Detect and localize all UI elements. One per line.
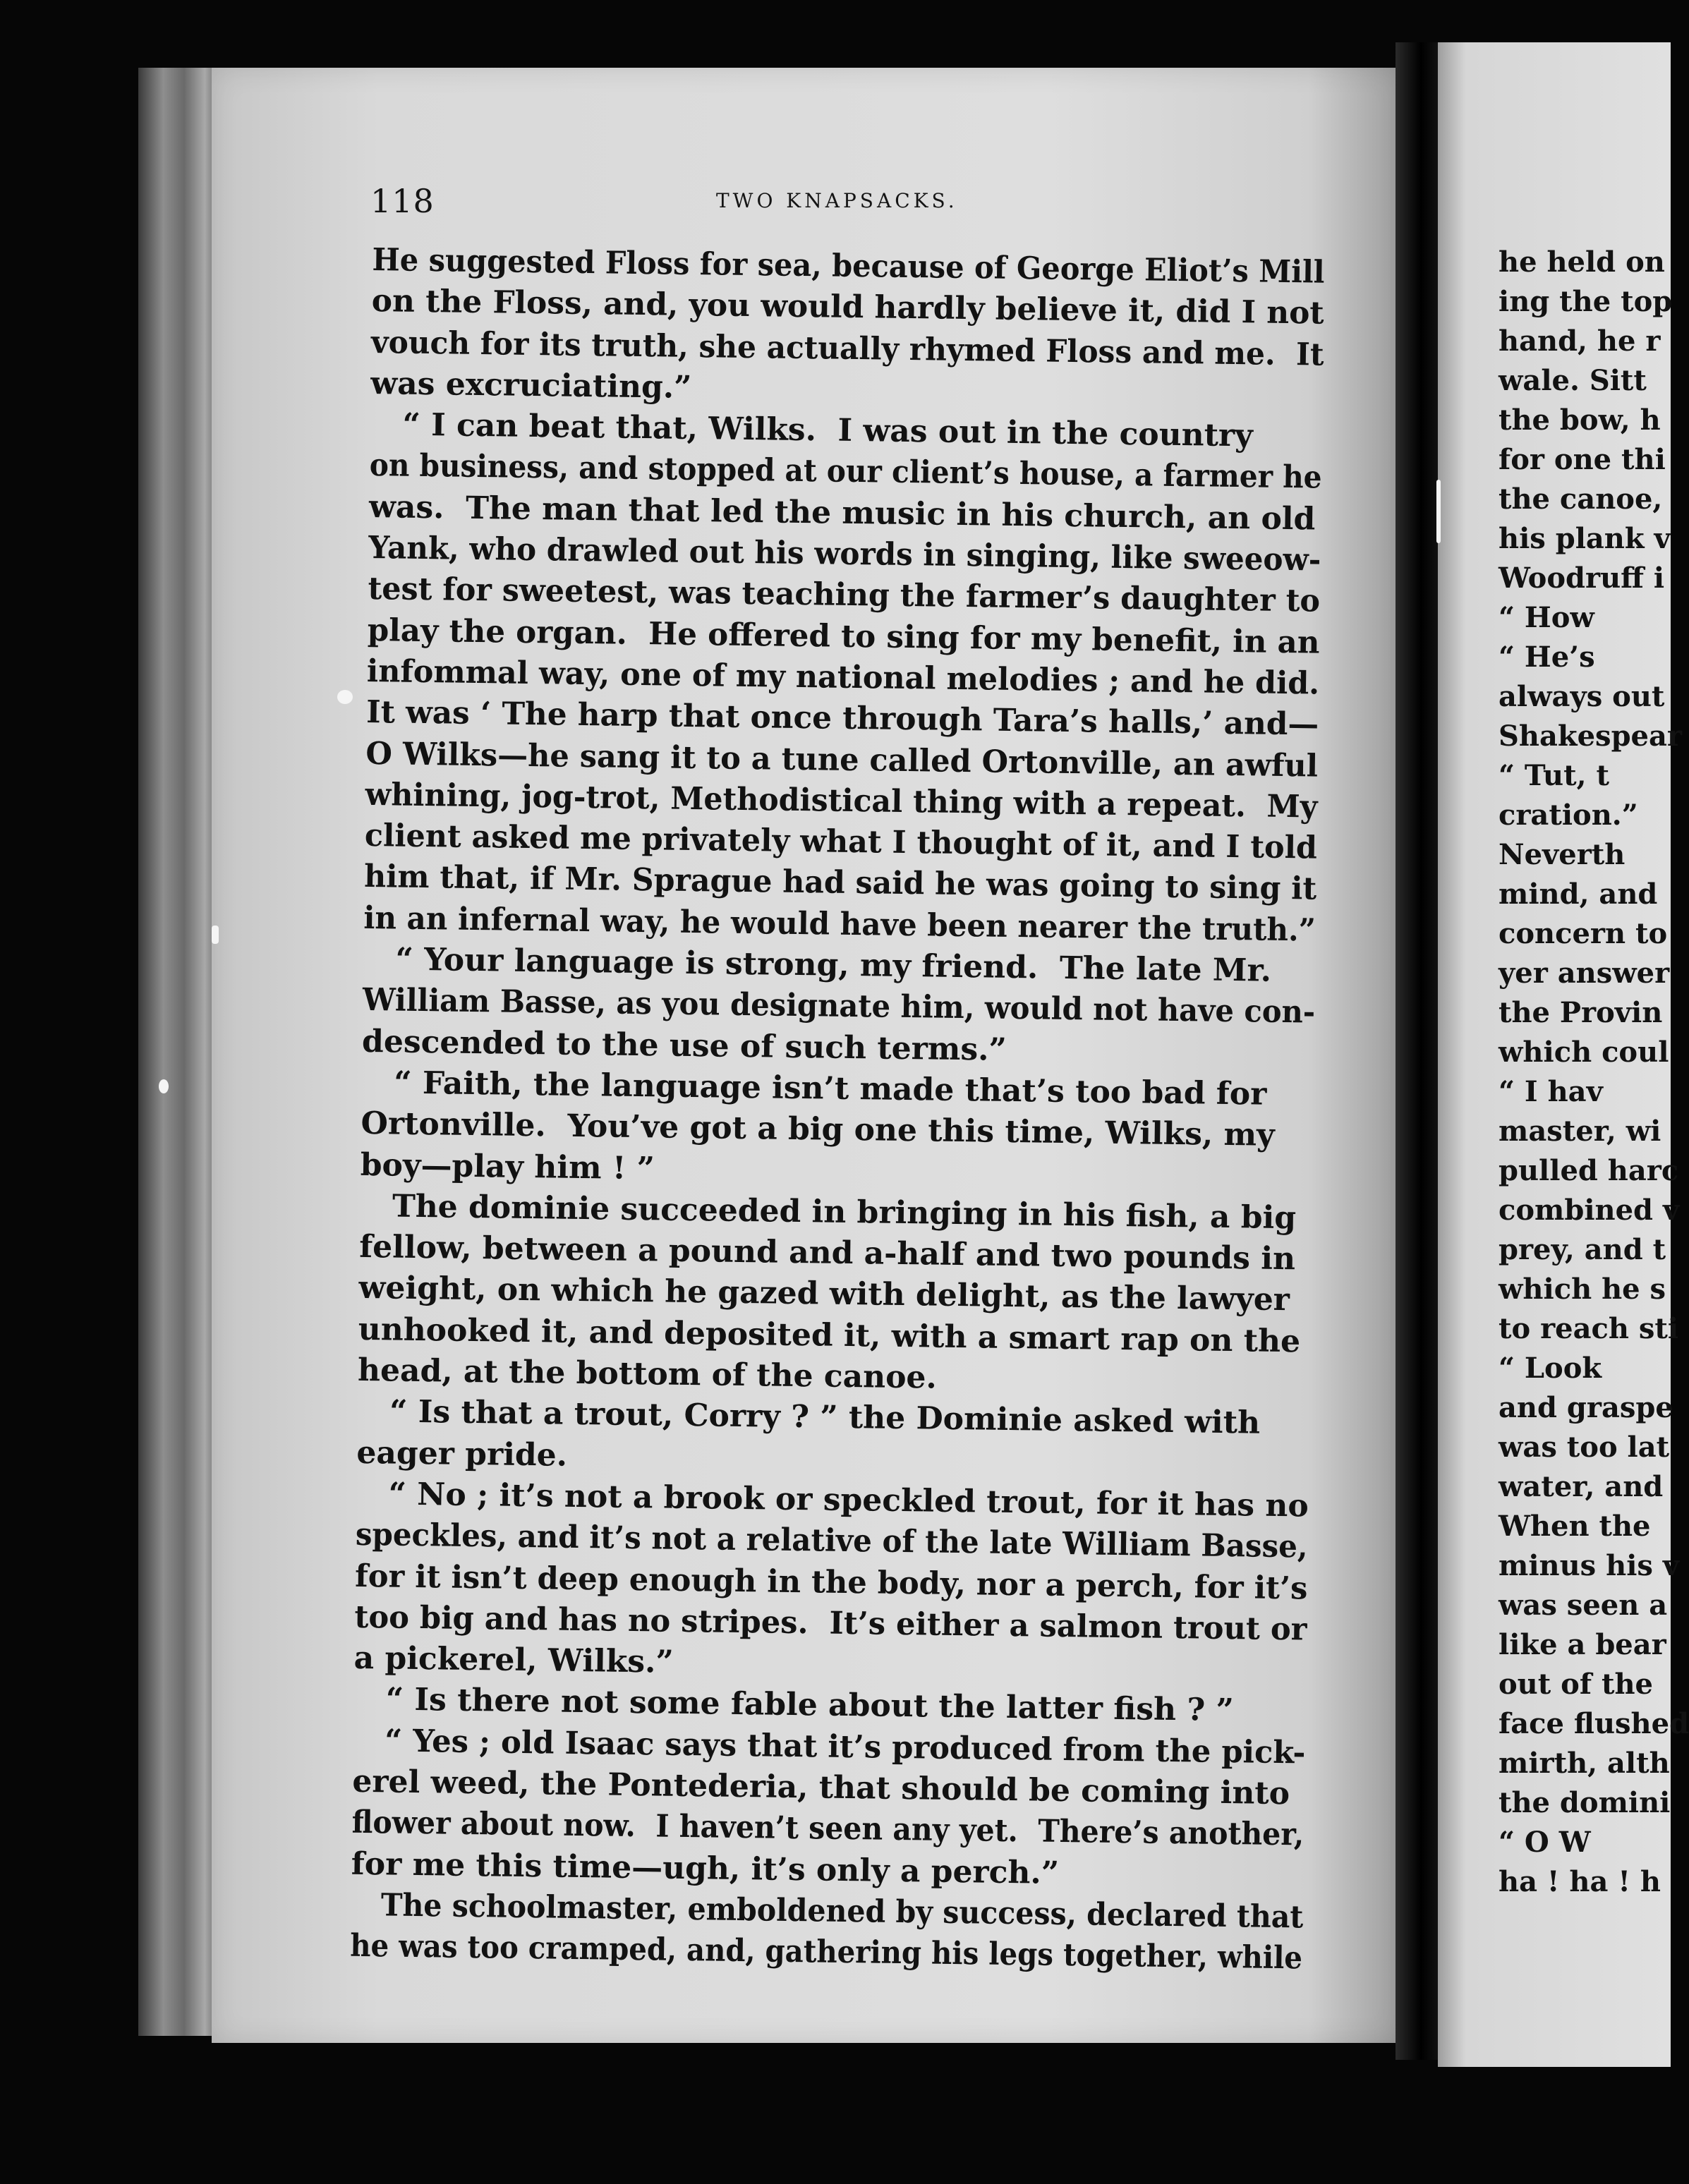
right-page-text xyxy=(1499,243,1689,1902)
text-line: Woodruff i xyxy=(1499,562,1665,595)
text-line: He suggested Floss for sea, because of George Eliot’s Mill xyxy=(372,241,1325,291)
text-line: yer answer xyxy=(1499,957,1670,990)
text-line: for me this time—ugh, it’s only a perch.” xyxy=(351,1845,1060,1891)
text-line: Neverth xyxy=(1499,838,1626,871)
page-stack-edge xyxy=(138,68,222,2036)
text-line: hand, he r xyxy=(1499,324,1661,358)
text-line: boy—play him ! ” xyxy=(360,1146,655,1187)
text-line: mind, and xyxy=(1499,878,1658,911)
page-number: 118 xyxy=(370,182,435,220)
text-line: erel weed, the Pontederia, that should be coming into xyxy=(352,1763,1290,1812)
running-title: TWO KNAPSACKS. xyxy=(716,189,958,212)
text-line: “ Look xyxy=(1499,1352,1602,1385)
text-line: “ Tut, t xyxy=(1499,759,1609,792)
text-line: on the Floss, and, you would hardly believe it, did I not xyxy=(371,283,1324,332)
text-line: like a bear xyxy=(1499,1628,1666,1661)
text-line: head, at the bottom of the canoe. xyxy=(357,1352,938,1396)
text-line: Yank, who drawled out his words in singing, like sweeow- xyxy=(368,530,1321,578)
text-line: which coul xyxy=(1499,1036,1669,1069)
scan-speck xyxy=(337,690,353,704)
text-line: eager pride. xyxy=(356,1434,568,1474)
text-line: him that, if Mr. Sprague had said he was going to sing it xyxy=(363,859,1317,908)
text-line: pulled harc xyxy=(1499,1154,1679,1187)
text-line: When the xyxy=(1499,1510,1651,1543)
text-line: unhooked it, and deposited it, with a smart rap on the xyxy=(358,1311,1301,1360)
text-line: too big and has no stripes. It’s either a salmon trout or xyxy=(354,1598,1307,1648)
text-line: test for sweetest, was teaching the farmer’s daughter to xyxy=(368,571,1321,619)
text-line: speckles, and it’s not a relative of the late William Basse, xyxy=(355,1517,1308,1565)
text-line: weight, on which he gazed with delight, as the lawyer xyxy=(358,1270,1290,1318)
text-line: Ortonville. You’ve got a big one this time, Wilks, my xyxy=(361,1105,1276,1154)
text-line: “ Is there not some fable about the latter fish ? ” xyxy=(353,1681,1235,1729)
text-line: William Basse, as you designate him, would not have con- xyxy=(362,982,1316,1031)
text-line: “ He’s xyxy=(1499,641,1595,674)
text-line: was excruciating.” xyxy=(370,365,692,406)
text-line: he held on xyxy=(1499,245,1665,279)
text-line: the bow, h xyxy=(1499,404,1661,437)
text-line: cration.” xyxy=(1499,799,1638,832)
text-line: water, and xyxy=(1499,1470,1664,1503)
text-line: face flushed xyxy=(1499,1707,1689,1740)
text-line: the domini xyxy=(1499,1786,1671,1819)
text-line: “ I can beat that, Wilks. I was out in the country xyxy=(370,406,1254,454)
running-head xyxy=(370,182,1386,224)
text-line: always out xyxy=(1499,680,1665,713)
text-line: and graspe xyxy=(1499,1391,1673,1424)
text-line: was seen a xyxy=(1499,1589,1668,1622)
text-line: infommal way, one of my national melodies ; and he did. xyxy=(366,653,1320,702)
text-line: was too lat xyxy=(1499,1431,1670,1464)
text-line: the Provin xyxy=(1499,996,1663,1029)
text-line: “ I hav xyxy=(1499,1075,1603,1108)
text-line: he was too cramped, and, gathering his legs together, while xyxy=(350,1927,1303,1977)
text-line: fellow, between a pound and a-half and two pounds in xyxy=(358,1229,1296,1278)
scan-speck xyxy=(1436,480,1441,543)
text-line: the canoe, xyxy=(1499,483,1663,516)
text-line: play the organ. He offered to sing for my benefit, in an xyxy=(367,612,1320,661)
text-line: It was ‘ The harp that once through Tara’s halls,’ and— xyxy=(365,694,1319,743)
text-line: O Wilks—he sang it to a tune called Ortonville, an awful xyxy=(365,735,1319,784)
text-line: “ Is that a trout, Corry ? ” the Dominie asked with xyxy=(356,1393,1261,1441)
text-line: for it isn’t deep enough in the body, nor a perch, for it’s xyxy=(354,1558,1308,1607)
text-line: concern to xyxy=(1499,917,1668,950)
text-line: prey, and t xyxy=(1499,1233,1666,1266)
text-line: was. The man that led the music in his church, an old xyxy=(368,488,1316,538)
text-line: whining, jog-trot, Methodistical thing with a repeat. My xyxy=(365,776,1318,825)
text-line: The dominie succeeded in bringing in his fish, a big xyxy=(359,1187,1297,1237)
text-line: “ Faith, the language isn’t made that’s too bad for xyxy=(361,1064,1267,1112)
scan-speck xyxy=(212,926,219,944)
text-line: which he s xyxy=(1499,1273,1666,1306)
text-line: for one thi xyxy=(1499,443,1666,476)
text-line: wale. Sitt xyxy=(1499,364,1647,397)
text-line: “ No ; it’s not a brook or speckled trout, for it has no xyxy=(356,1475,1309,1524)
text-line: minus his v xyxy=(1499,1549,1680,1582)
text-line: mirth, alth xyxy=(1499,1747,1670,1780)
text-line: Shakespear xyxy=(1499,720,1682,753)
text-line: a pickerel, Wilks.” xyxy=(353,1639,674,1680)
text-line: out of the xyxy=(1499,1668,1653,1701)
text-line: “ O W xyxy=(1499,1826,1591,1859)
text-line: client asked me privately what I thought of it, and I told xyxy=(364,818,1318,866)
text-line: The schoolmaster, emboldened by success, declared that xyxy=(350,1886,1304,1936)
text-line: “ Your language is strong, my friend. The late Mr. xyxy=(363,940,1272,989)
scan-speck xyxy=(159,1079,169,1093)
text-line: flower about now. I haven’t seen any yet. There’s another, xyxy=(351,1804,1304,1853)
text-line: descended to the use of such terms.” xyxy=(361,1023,1007,1068)
text-line: on business, and stopped at our client’s house, a farmer he xyxy=(369,447,1322,497)
text-line: “ How xyxy=(1499,601,1594,634)
left-page-text xyxy=(350,240,1325,1979)
text-line: his plank v xyxy=(1499,522,1671,555)
text-line: “ Yes ; old Isaac says that it’s produced from the pick- xyxy=(352,1722,1306,1771)
text-line: in an infernal way, he would have been nearer the truth.” xyxy=(363,899,1316,949)
text-line: combined v xyxy=(1499,1194,1680,1227)
text-line: vouch for its truth, she actually rhymed Floss and me. It xyxy=(370,324,1324,373)
text-line: ing the top xyxy=(1499,285,1673,318)
text-line: to reach sti xyxy=(1499,1312,1679,1345)
text-line: ha ! ha ! h xyxy=(1499,1865,1661,1898)
text-line: master, wi xyxy=(1499,1115,1661,1148)
